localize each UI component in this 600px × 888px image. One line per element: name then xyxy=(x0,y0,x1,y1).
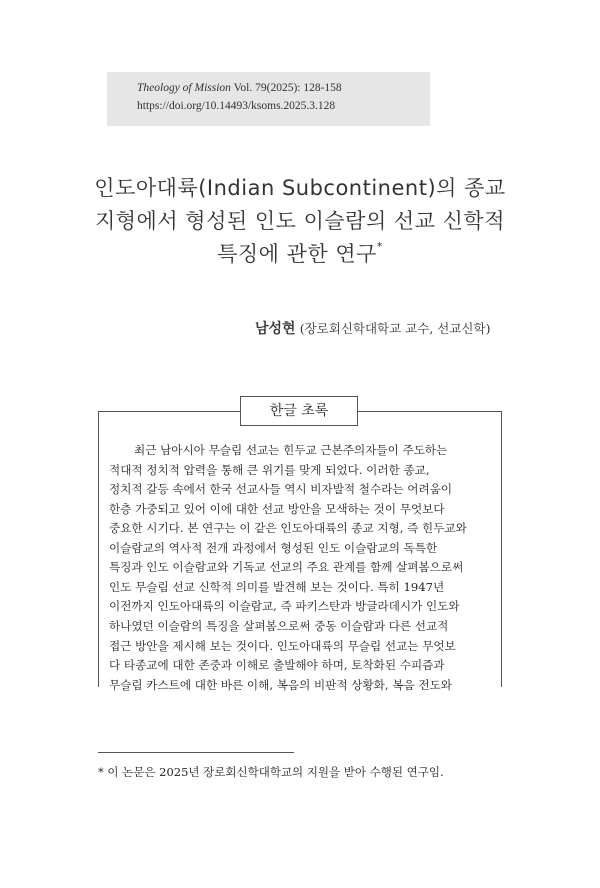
title-line-2: 지형에서 형성된 인도 이슬람의 선교 신학적 xyxy=(94,209,506,233)
abstract-line: 인도 무슬림 선교 신학적 의미를 발견해 보는 것이다. 특히 1947년 xyxy=(109,579,445,594)
abstract-line: 최근 남아시아 무슬림 선교는 힌두교 근본주의자들이 주도하는 xyxy=(134,443,448,457)
abstract-line: 접근 방안을 제시해 보는 것이다. 인도아대륙의 무슬림 선교는 무엇보 xyxy=(109,638,456,653)
journal-name: Theology of Mission xyxy=(137,82,231,94)
footnote: * 이 논문은 2025년 장로회신학대학교의 지원을 받아 수행된 연구임. xyxy=(98,765,444,779)
title-footnote-marker[interactable]: * xyxy=(376,240,383,253)
abstract-line: 정치적 갈등 속에서 한국 선교사들 역시 비자발적 철수라는 어려움이 xyxy=(109,482,453,497)
journal-header-box xyxy=(107,72,430,126)
abstract-line: 하나였던 이슬람의 특징을 살펴봄으로써 중동 이슬람과 다른 선교적 xyxy=(109,618,449,633)
title-line-1: 인도아대륙(Indian Subcontinent)의 종교 xyxy=(94,176,506,200)
abstract-line: 특징과 인도 이슬람교와 기독교 선교의 주요 관계를 함께 살펴봄으로써 xyxy=(109,560,464,575)
abstract-line: 중요한 시기다. 본 연구는 이 같은 인도아대륙의 종교 지형, 즉 힌두교와 xyxy=(109,521,467,536)
abstract-line: 이전까지 인도아대륙의 이슬람교, 즉 파키스탄과 방글라데시가 인도와 xyxy=(109,599,460,614)
abstract-line: 무슬림 카스트에 대한 바른 이해, 복음의 비판적 상황화, 복음 전도와 xyxy=(109,677,452,692)
author-affiliation: (장로회신학대학교 교수, 선교신학) xyxy=(299,321,491,336)
title-line-3 xyxy=(0,238,600,268)
journal-citation xyxy=(137,82,342,94)
author-name: 남성현 xyxy=(255,321,296,337)
abstract-label: 한글 초록 xyxy=(240,396,358,426)
doi-link[interactable]: https://doi.org/10.14493/ksoms.2025.3.128 xyxy=(137,100,336,112)
title-line-3-text: 특징에 관한 연구 xyxy=(217,242,377,266)
footnote-rule xyxy=(98,752,294,753)
journal-volume: Vol. 79(2025): 128-158 xyxy=(233,82,342,94)
abstract-line: 한층 가중되고 있어 이에 대한 선교 방안을 모색하는 것이 무엇보다 xyxy=(109,501,445,516)
abstract-line: 적대적 정치적 압력을 통해 큰 위기를 맞게 되었다. 이러한 종교, xyxy=(109,462,430,477)
abstract-line: 이슬람교의 역사적 전개 과정에서 형성된 인도 이슬람교의 독특한 xyxy=(109,540,438,555)
abstract-line: 다 타종교에 대한 존중과 이해로 출발해야 하며, 토착화된 수피즘과 xyxy=(109,658,445,673)
author-line xyxy=(255,318,490,338)
